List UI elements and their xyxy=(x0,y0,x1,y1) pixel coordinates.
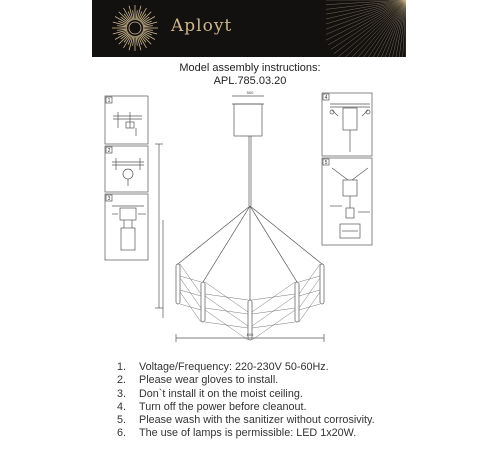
spec-item-number: 1. xyxy=(117,361,127,373)
step-number-label: 4 xyxy=(324,95,328,101)
spec-item-text: The use of lamps is permissible: LED 1x20W. xyxy=(139,427,357,440)
spec-item xyxy=(117,361,375,374)
svg-text:500: 500 xyxy=(246,90,254,95)
spec-item-number: 2. xyxy=(117,374,127,387)
step-4-panel xyxy=(322,93,372,156)
step-number-label: 3 xyxy=(107,196,111,202)
sun-logo-icon xyxy=(111,4,159,52)
step-number-label: 2 xyxy=(107,148,111,154)
spec-item-text: Please wash with the sanitizer without corrosivity. xyxy=(139,414,375,427)
spec-item-text: Turn off the power before cleanout. xyxy=(139,400,307,413)
spec-item-text: Please wear gloves to install. xyxy=(139,374,279,387)
ceiling-canopy xyxy=(234,104,262,136)
spec-item-text: Voltage/Frequency: 220-230V 50-60Hz. xyxy=(139,361,329,373)
spec-item xyxy=(117,414,375,427)
document-title: Model assembly instructions: xyxy=(179,62,321,74)
lamp-rod xyxy=(295,282,299,322)
header-banner xyxy=(92,0,406,57)
svg-text:800: 800 xyxy=(246,332,254,337)
lamp-rod xyxy=(176,264,180,304)
brand-name: Aployt xyxy=(171,16,233,36)
step-number-label: 1 xyxy=(107,98,111,104)
assembly-drawing xyxy=(0,88,500,356)
spec-item-number: 5. xyxy=(117,414,127,427)
spec-item xyxy=(117,388,375,401)
spec-item xyxy=(117,401,375,414)
spec-item-number: 4. xyxy=(117,400,127,413)
spec-list xyxy=(117,361,375,441)
spec-item xyxy=(117,374,375,387)
model-number: APL.785.03.20 xyxy=(213,75,287,87)
spec-item-number: 6. xyxy=(117,427,127,440)
spec-item-text: Don`t install it on the moist ceiling. xyxy=(139,387,303,400)
spec-item xyxy=(117,427,375,440)
step-number-label: 5 xyxy=(324,160,328,166)
lamp-rod xyxy=(320,264,324,304)
spec-item-number: 3. xyxy=(117,387,127,400)
lamp-rod xyxy=(201,282,205,322)
decorative-rays-icon xyxy=(326,0,406,57)
